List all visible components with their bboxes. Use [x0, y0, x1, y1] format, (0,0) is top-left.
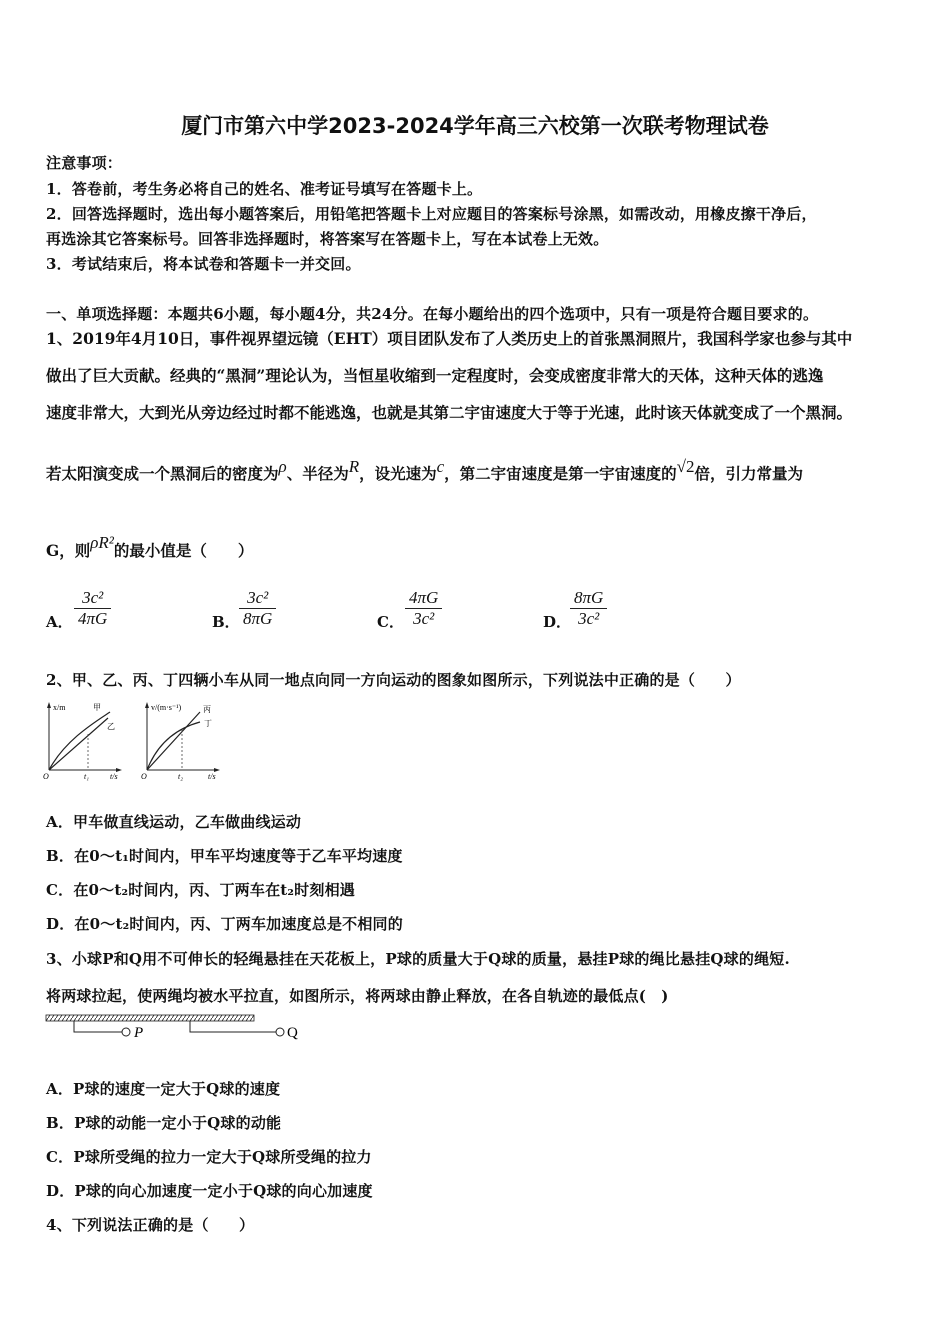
- light-speed-symbol: c: [436, 457, 445, 476]
- curve-bing: [147, 712, 200, 770]
- q1-option-b-fraction: $\frac{\text{3c²}}{8\pi G}$: [239, 588, 276, 629]
- q1-option-d-fraction: $\frac{8\pi G}{\text{3c²}}$: [570, 588, 607, 629]
- q1-line: 速度非常大，大到光从旁边经过时都不能逃逸，也就是其第二宇宙速度大于等于光速，此时该天体就变成了一个黑洞。: [46, 403, 853, 422]
- q2-option: D．在0～t₂时间内，丙、丁两车加速度总是不相同的: [46, 915, 403, 933]
- graph2-curve-a-label: 丙: [203, 705, 211, 714]
- graph1-curve-b-label: 乙: [107, 722, 115, 731]
- v-t-graph: [141, 702, 220, 781]
- section-heading: 一、单项选择题：本题共6小题，每小题4分，共24分。在每小题给出的四个选项中，只有一项是符合题目要求的。: [46, 305, 819, 323]
- q3-pendulum-figure: [44, 1012, 314, 1046]
- notice-item: 1．答卷前，考生务必将自己的姓名、准考证号填写在答题卡上。: [46, 180, 483, 198]
- q3-option: D．P球的向心加速度一定小于Q球的向心加速度: [46, 1182, 373, 1200]
- graph2-curve-b-label: 丁: [204, 719, 212, 728]
- q1-option-a-label: A．: [46, 613, 73, 631]
- ball-q-label: Q: [287, 1025, 298, 1041]
- q4-stem: 4、下列说法正确的是（ ）: [46, 1216, 255, 1234]
- graph1-tick: t₁: [84, 772, 90, 781]
- page-title: 厦门市第六中学2023-2024学年高三六校第一次联考物理试卷: [181, 114, 769, 138]
- radius-symbol: R: [348, 457, 360, 476]
- ceiling: [46, 1015, 254, 1021]
- rope-p: [74, 1021, 122, 1032]
- curve-yi: [49, 718, 108, 770]
- rope-q: [190, 1021, 276, 1032]
- q3-option: C．P球所受绳的拉力一定大于Q球所受绳的拉力: [46, 1148, 372, 1166]
- q1-line: 1、2019年4月10日，事件视界望远镜（EHT）项目团队发布了人类历史上的首张黑洞照片，我国科学家也参与其中: [46, 329, 853, 348]
- q2-option: C．在0～t₂时间内，丙、丁两车在t₂时刻相遇: [46, 881, 355, 899]
- ball-p: [122, 1028, 130, 1036]
- q1-line: 做出了巨大贡献。经典的“黑洞”理论认为，当恒星收缩到一定程度时，会变成密度非常大的天体，这种天体的逃逸: [46, 366, 824, 385]
- graph2-xlabel: t/s: [208, 772, 216, 781]
- q3-line: 3、小球P和Q用不可伸长的轻绳悬挂在天花板上，P球的质量大于Q球的质量，悬挂P球的绳比悬挂Q球的绳短.: [46, 950, 790, 968]
- q1-option-b-label: B．: [212, 613, 240, 631]
- q1-line-4: 若太阳演变成一个黑洞后的密度为ρ、半径为R，设光速为c，第二宇宙速度是第一宇宙速度的√2倍，引力常量为: [46, 457, 804, 483]
- graph2-origin: O: [141, 772, 147, 781]
- x-t-graph: [43, 702, 122, 781]
- rho-symbol: ρ: [278, 457, 287, 476]
- curve-ding: [147, 722, 200, 770]
- q3-line: 将两球拉起，使两绳均被水平拉直，如图所示，将两球由静止释放，在各自轨迹的最低点( ): [46, 987, 669, 1005]
- q1-option-c-label: C．: [377, 613, 404, 631]
- notice-heading: 注意事项：: [46, 154, 123, 172]
- q1-option-d-label: D．: [543, 613, 572, 631]
- q2-option: B．在0～t₁时间内，甲车平均速度等于乙车平均速度: [46, 847, 403, 865]
- notice-item: 3．考试结束后，将本试卷和答题卡一并交回。: [46, 255, 361, 273]
- graph1-xlabel: t/s: [110, 772, 118, 781]
- q1-option-a-fraction: $\frac{\text{3c²}}{4\pi G}$: [74, 588, 111, 629]
- sqrt2-symbol: √2: [676, 457, 695, 476]
- q3-option: A．P球的速度一定大于Q球的速度: [46, 1080, 281, 1098]
- q1-line-5: G，则ρR²的最小值是（ ）: [46, 533, 254, 560]
- q2-option: A．甲车做直线运动，乙车做曲线运动: [46, 813, 302, 831]
- q2-stem: 2、甲、乙、丙、丁四辆小车从同一地点向同一方向运动的图象如图所示，下列说法中正确的是（ ）: [46, 671, 741, 689]
- q2-graphs: [40, 700, 230, 782]
- notice-item: 2．回答选择题时，选出每小题答案后，用铅笔把答题卡上对应题目的答案标号涂黑，如需改动，用橡皮擦干净后，: [46, 205, 817, 223]
- rho-r-squared: ρR²: [90, 533, 114, 552]
- ball-p-label: P: [134, 1025, 144, 1041]
- ball-q: [276, 1028, 284, 1036]
- graph1-origin: O: [43, 772, 49, 781]
- graph2-ylabel: v/(m·s⁻¹): [151, 703, 182, 712]
- graph1-curve-a-label: 甲: [93, 703, 101, 712]
- notice-item: 再选涂其它答案标号。回答非选择题时，将答案写在答题卡上，写在本试卷上无效。: [46, 230, 609, 248]
- graph2-tick: t₂: [178, 772, 184, 781]
- q1-option-c-fraction: $\frac{4\pi G}{\text{3c²}}$: [405, 588, 442, 629]
- q3-option: B．P球的动能一定小于Q球的动能: [46, 1114, 282, 1132]
- graph1-ylabel: x/m: [53, 703, 66, 712]
